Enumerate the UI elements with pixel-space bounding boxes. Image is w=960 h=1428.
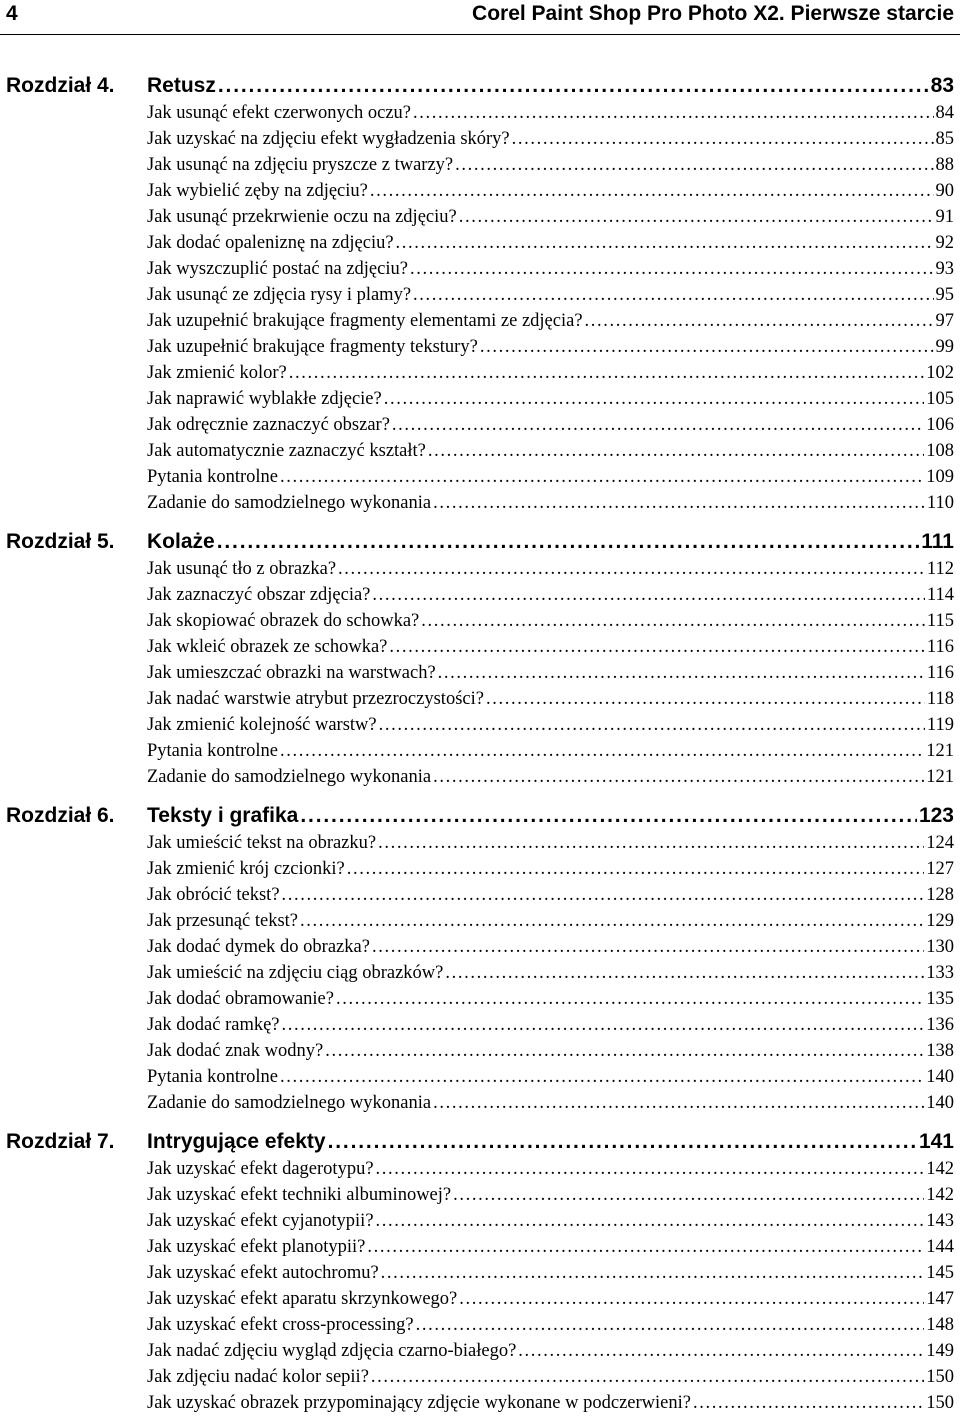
- dot-leader: [280, 467, 924, 488]
- chapter-label: Rozdział 6.: [6, 804, 115, 827]
- chapter-page-number: 111: [921, 530, 954, 553]
- toc-entry-line: [147, 1211, 954, 1232]
- entry-page-number: 142: [926, 1159, 954, 1179]
- dot-leader: [396, 233, 934, 254]
- toc-entry: [0, 688, 960, 714]
- chapter-heading: [0, 528, 960, 558]
- entry-title: Jak usunąć tło z obrazka?: [147, 559, 337, 579]
- entry-title: Jak uzyskać efekt cyjanotypii?: [147, 1211, 374, 1231]
- dot-leader: [433, 1093, 924, 1114]
- toc-entry: [0, 102, 960, 128]
- toc-entry-line: [147, 233, 954, 254]
- toc-entry: [0, 1040, 960, 1066]
- dot-leader: [392, 415, 924, 436]
- chapter-label: Rozdział 4.: [6, 74, 115, 97]
- dot-leader: [416, 1315, 925, 1336]
- toc-entry: [0, 388, 960, 414]
- entry-title: Jak uzupełnić brakujące fragmenty tekstury?: [147, 337, 478, 357]
- dot-leader: [410, 259, 934, 280]
- toc-entry-line: [147, 129, 954, 150]
- dot-leader: [218, 74, 929, 98]
- toc-entry: [0, 1314, 960, 1340]
- toc-entry-line: [147, 885, 954, 906]
- toc-entry: [0, 1210, 960, 1236]
- entry-title: Jak dodać znak wodny?: [147, 1041, 324, 1061]
- toc-entry-line: [147, 559, 954, 580]
- entry-page-number: 99: [935, 337, 954, 357]
- chapter-title-line: [147, 1130, 954, 1154]
- toc-entry: [0, 910, 960, 936]
- toc-entry-line: [147, 415, 954, 436]
- entry-title: Jak wybielić zęby na zdjęciu?: [147, 181, 368, 201]
- table-of-contents: [0, 72, 960, 1428]
- header-rule: [0, 34, 960, 35]
- chapter-heading: [0, 72, 960, 102]
- entry-title: Jak dodać ramkę?: [147, 1015, 280, 1035]
- toc-entry-line: [147, 1341, 954, 1362]
- entry-title: Jak skopiować obrazek do schowka?: [147, 611, 420, 631]
- toc-entry: [0, 1092, 960, 1118]
- dot-leader: [328, 1130, 917, 1154]
- toc-entry: [0, 1066, 960, 1092]
- entry-page-number: 84: [935, 103, 954, 123]
- toc-chapter: [0, 528, 960, 792]
- dot-leader: [413, 285, 933, 306]
- entry-title: Jak obrócić tekst?: [147, 885, 280, 905]
- entry-page-number: 114: [926, 585, 954, 605]
- entry-title: Jak wkleić obrazek ze schowka?: [147, 637, 388, 657]
- toc-entry-line: [147, 611, 954, 632]
- entry-title: Jak zaznaczyć obszar zdjęcia?: [147, 585, 371, 605]
- toc-entry-line: [147, 337, 954, 358]
- toc-entry-line: [147, 103, 954, 124]
- dot-leader: [289, 363, 925, 384]
- dot-leader: [433, 767, 924, 788]
- entry-title: Jak zmienić krój czcionki?: [147, 859, 345, 879]
- toc-entry-line: [147, 155, 954, 176]
- entry-title: Zadanie do samodzielnego wykonania: [147, 1093, 432, 1113]
- entry-title: Jak uzyskać efekt autochromu?: [147, 1263, 379, 1283]
- dot-leader: [379, 715, 925, 736]
- entry-title: Pytania kontrolne: [147, 1067, 279, 1087]
- entry-page-number: 133: [926, 963, 954, 983]
- chapter-page-number: 123: [918, 804, 954, 827]
- dot-leader: [455, 155, 933, 176]
- dot-leader: [438, 663, 925, 684]
- entry-title: Jak usunąć na zdjęciu pryszcze z twarzy?: [147, 155, 454, 175]
- entry-title: Jak uzyskać obrazek przypominający zdjęcie wykonane w podczerwieni?: [147, 1393, 691, 1413]
- chapter-title: Teksty i grafika: [147, 804, 299, 827]
- entry-page-number: 102: [926, 363, 954, 383]
- toc-entry-line: [147, 637, 954, 658]
- entry-page-number: 92: [935, 233, 954, 253]
- chapter-label: Rozdział 5.: [6, 530, 115, 553]
- chapter-page-number: 83: [930, 74, 954, 97]
- toc-entry-line: [147, 1159, 954, 1180]
- toc-entry-line: [147, 1067, 954, 1088]
- toc-entry: [0, 936, 960, 962]
- entry-title: Jak usunąć przekrwienie oczu na zdjęciu?: [147, 207, 457, 227]
- entry-page-number: 88: [935, 155, 954, 175]
- entry-page-number: 119: [926, 715, 954, 735]
- toc-entry: [0, 988, 960, 1014]
- toc-entry-line: [147, 1315, 954, 1336]
- toc-entry: [0, 492, 960, 518]
- entry-page-number: 148: [926, 1315, 954, 1335]
- toc-entry-line: [147, 181, 954, 202]
- dot-leader: [378, 833, 924, 854]
- chapter-title: Kolaże: [147, 530, 215, 553]
- toc-entry: [0, 310, 960, 336]
- chapter-label: Rozdział 7.: [6, 1130, 115, 1153]
- dot-leader: [421, 611, 925, 632]
- toc-entry-line: [147, 259, 954, 280]
- entry-page-number: 115: [926, 611, 954, 631]
- toc-entry-line: [147, 389, 954, 410]
- entry-title: Jak dodać opaleniznę na zdjęciu?: [147, 233, 394, 253]
- entry-page-number: 121: [926, 741, 954, 761]
- toc-entry-line: [147, 285, 954, 306]
- entry-page-number: 118: [926, 689, 954, 709]
- entry-title: Zadanie do samodzielnego wykonania: [147, 493, 432, 513]
- entry-page-number: 136: [926, 1015, 954, 1035]
- dot-leader: [381, 1263, 925, 1284]
- toc-entry-line: [147, 911, 954, 932]
- dot-leader: [376, 1159, 925, 1180]
- dot-leader: [384, 389, 925, 410]
- entry-page-number: 108: [926, 441, 954, 461]
- toc-entry: [0, 1288, 960, 1314]
- toc-entry: [0, 180, 960, 206]
- dot-leader: [338, 559, 925, 580]
- toc-entry: [0, 832, 960, 858]
- entry-page-number: 105: [926, 389, 954, 409]
- dot-leader: [325, 1041, 924, 1062]
- dot-leader: [282, 885, 925, 906]
- dot-leader: [280, 1067, 924, 1088]
- toc-entry: [0, 336, 960, 362]
- dot-leader: [445, 963, 924, 984]
- toc-entry: [0, 232, 960, 258]
- chapter-title-line: [147, 804, 954, 828]
- entry-page-number: 127: [926, 859, 954, 879]
- entry-page-number: 106: [926, 415, 954, 435]
- dot-leader: [300, 804, 917, 828]
- entry-title: Jak uzyskać efekt cross-processing?: [147, 1315, 414, 1335]
- entry-title: Jak zdjęciu nadać kolor sepii?: [147, 1367, 369, 1387]
- toc-entry-line: [147, 363, 954, 384]
- entry-title: Jak przesunąć tekst?: [147, 911, 299, 931]
- toc-entry: [0, 206, 960, 232]
- toc-entry: [0, 1184, 960, 1210]
- chapter-heading: [0, 802, 960, 832]
- entry-title: Jak uzyskać efekt dagerotypu?: [147, 1159, 374, 1179]
- chapter-title-line: [147, 530, 954, 554]
- toc-entry: [0, 740, 960, 766]
- chapter-heading: [0, 1128, 960, 1158]
- dot-leader: [512, 129, 934, 150]
- chapter-title: Intrygujące efekty: [147, 1130, 326, 1153]
- toc-entry-line: [147, 1237, 954, 1258]
- entry-page-number: 150: [926, 1367, 954, 1387]
- toc-entry-line: [147, 1093, 954, 1114]
- entry-title: Jak usunąć ze zdjęcia rysy i plamy?: [147, 285, 412, 305]
- entry-page-number: 110: [926, 493, 954, 513]
- dot-leader: [372, 937, 924, 958]
- toc-entry-line: [147, 1041, 954, 1062]
- dot-leader: [413, 103, 933, 124]
- dot-leader: [518, 1341, 924, 1362]
- entry-title: Jak umieścić na zdjęciu ciąg obrazków?: [147, 963, 444, 983]
- toc-chapter: [0, 72, 960, 518]
- toc-entry: [0, 258, 960, 284]
- toc-entry-line: [147, 1263, 954, 1284]
- entry-page-number: 135: [926, 989, 954, 1009]
- entry-page-number: 128: [926, 885, 954, 905]
- toc-entry-line: [147, 467, 954, 488]
- toc-entry-line: [147, 1393, 954, 1414]
- toc-entry-line: [147, 493, 954, 514]
- dot-leader: [428, 441, 924, 462]
- dot-leader: [367, 1237, 924, 1258]
- toc-entry: [0, 1366, 960, 1392]
- entry-page-number: 97: [935, 311, 954, 331]
- dot-leader: [480, 337, 934, 358]
- toc-chapter: [0, 802, 960, 1118]
- entry-title: Jak odręcznie zaznaczyć obszar?: [147, 415, 390, 435]
- entry-title: Jak dodać dymek do obrazka?: [147, 937, 370, 957]
- entry-page-number: 147: [926, 1289, 954, 1309]
- toc-entry: [0, 1158, 960, 1184]
- dot-leader: [693, 1393, 924, 1414]
- toc-entry-line: [147, 689, 954, 710]
- toc-entry-line: [147, 833, 954, 854]
- entry-title: Jak wyszczuplić postać na zdjęciu?: [147, 259, 408, 279]
- entry-page-number: 140: [926, 1093, 954, 1113]
- toc-entry-line: [147, 311, 954, 332]
- entry-page-number: 90: [935, 181, 954, 201]
- dot-leader: [336, 989, 924, 1010]
- toc-entry-line: [147, 1185, 954, 1206]
- toc-entry: [0, 558, 960, 584]
- entry-title: Jak uzupełnić brakujące fragmenty elementami ze zdjęcia?: [147, 311, 583, 331]
- entry-title: Pytania kontrolne: [147, 467, 279, 487]
- entry-page-number: 140: [926, 1067, 954, 1087]
- toc-entry-line: [147, 859, 954, 880]
- entry-page-number: 116: [926, 637, 954, 657]
- entry-title: Jak umieszczać obrazki na warstwach?: [147, 663, 436, 683]
- entry-page-number: 142: [926, 1185, 954, 1205]
- toc-entry: [0, 962, 960, 988]
- page-header: [0, 0, 960, 40]
- entry-title: Jak naprawić wyblakłe zdjęcie?: [147, 389, 382, 409]
- toc-entry: [0, 414, 960, 440]
- entry-page-number: 109: [926, 467, 954, 487]
- entry-title: Jak dodać obramowanie?: [147, 989, 334, 1009]
- toc-entry-line: [147, 767, 954, 788]
- toc-entry-line: [147, 715, 954, 736]
- toc-entry: [0, 154, 960, 180]
- toc-entry: [0, 636, 960, 662]
- entry-title: Jak uzyskać efekt aparatu skrzynkowego?: [147, 1289, 458, 1309]
- toc-entry-line: [147, 1367, 954, 1388]
- entry-title: Jak zmienić kolejność warstw?: [147, 715, 377, 735]
- entry-title: Jak zmienić kolor?: [147, 363, 287, 383]
- toc-entry: [0, 362, 960, 388]
- chapter-title: Retusz: [147, 74, 216, 97]
- toc-entry: [0, 714, 960, 740]
- toc-entry: [0, 1014, 960, 1040]
- dot-leader: [453, 1185, 924, 1206]
- dot-leader: [300, 911, 924, 932]
- toc-entry: [0, 584, 960, 610]
- entry-page-number: 112: [926, 559, 954, 579]
- toc-entry-line: [147, 663, 954, 684]
- toc-entry: [0, 858, 960, 884]
- toc-entry-line: [147, 1015, 954, 1036]
- entry-page-number: 116: [926, 663, 954, 683]
- toc-entry: [0, 610, 960, 636]
- dot-leader: [585, 311, 934, 332]
- toc-entry: [0, 440, 960, 466]
- entry-title: Jak automatycznie zaznaczyć kształt?: [147, 441, 426, 461]
- entry-title: Jak nadać zdjęciu wygląd zdjęcia czarno-białego?: [147, 1341, 517, 1361]
- entry-page-number: 138: [926, 1041, 954, 1061]
- toc-entry: [0, 128, 960, 154]
- toc-entry: [0, 662, 960, 688]
- dot-leader: [372, 585, 925, 606]
- entry-page-number: 130: [926, 937, 954, 957]
- dot-leader: [282, 1015, 925, 1036]
- dot-leader: [486, 689, 925, 710]
- dot-leader: [347, 859, 924, 880]
- dot-leader: [280, 741, 924, 762]
- toc-entry-line: [147, 585, 954, 606]
- toc-entry-line: [147, 741, 954, 762]
- entry-page-number: 145: [926, 1263, 954, 1283]
- entry-title: Jak uzyskać efekt planotypii?: [147, 1237, 366, 1257]
- entry-page-number: 95: [935, 285, 954, 305]
- toc-entry: [0, 766, 960, 792]
- toc-entry-line: [147, 989, 954, 1010]
- toc-entry: [0, 1236, 960, 1262]
- entry-title: Zadanie do samodzielnego wykonania: [147, 767, 432, 787]
- toc-entry: [0, 466, 960, 492]
- chapter-title-line: [147, 74, 954, 98]
- entry-page-number: 121: [926, 767, 954, 787]
- dot-leader: [433, 493, 925, 514]
- toc-entry: [0, 1340, 960, 1366]
- entry-page-number: 150: [926, 1393, 954, 1413]
- toc-entry: [0, 1392, 960, 1418]
- entry-title: Jak uzyskać na zdjęciu efekt wygładzenia skóry?: [147, 129, 510, 149]
- chapter-page-number: 141: [918, 1130, 954, 1153]
- entry-page-number: 144: [926, 1237, 954, 1257]
- dot-leader: [370, 181, 934, 202]
- toc-entry: [0, 284, 960, 310]
- entry-page-number: 129: [926, 911, 954, 931]
- toc-chapter: [0, 1128, 960, 1418]
- entry-title: Jak umieścić tekst na obrazku?: [147, 833, 377, 853]
- entry-page-number: 91: [935, 207, 954, 227]
- entry-title: Pytania kontrolne: [147, 741, 279, 761]
- dot-leader: [217, 530, 920, 554]
- entry-page-number: 149: [926, 1341, 954, 1361]
- toc-entry-line: [147, 1289, 954, 1310]
- dot-leader: [371, 1367, 924, 1388]
- entry-page-number: 124: [926, 833, 954, 853]
- toc-entry-line: [147, 207, 954, 228]
- dot-leader: [376, 1211, 925, 1232]
- toc-entry-line: [147, 441, 954, 462]
- entry-page-number: 85: [935, 129, 954, 149]
- toc-entry: [0, 1262, 960, 1288]
- page-number: 4: [6, 2, 18, 25]
- entry-title: Jak nadać warstwie atrybut przezroczystości?: [147, 689, 484, 709]
- entry-page-number: 93: [935, 259, 954, 279]
- toc-entry-line: [147, 937, 954, 958]
- entry-title: Jak uzyskać efekt techniki albuminowej?: [147, 1185, 452, 1205]
- dot-leader: [389, 637, 925, 658]
- dot-leader: [459, 207, 934, 228]
- book-title: Corel Paint Shop Pro Photo X2. Pierwsze starcie: [472, 2, 954, 25]
- dot-leader: [459, 1289, 924, 1310]
- toc-entry-line: [147, 963, 954, 984]
- entry-title: Jak usunąć efekt czerwonych oczu?: [147, 103, 412, 123]
- toc-entry: [0, 884, 960, 910]
- entry-page-number: 143: [926, 1211, 954, 1231]
